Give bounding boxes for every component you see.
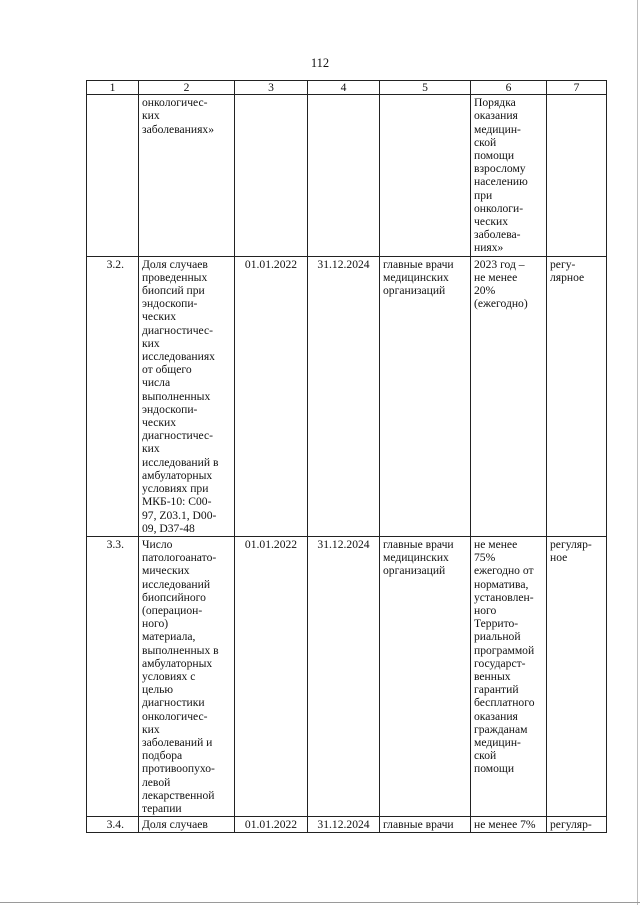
- frequency-cell: регу- лярное: [547, 256, 607, 536]
- responsible-cell: [380, 95, 471, 256]
- row-number: [87, 95, 139, 256]
- row-number: 3.3.: [87, 536, 139, 816]
- start-date-cell: 01.01.2022: [235, 817, 308, 833]
- page-edge-right: [637, 0, 638, 905]
- end-date-cell: 31.12.2024: [308, 256, 380, 536]
- responsible-cell: главные врачи медицинских организаций: [380, 536, 471, 816]
- column-header: 3: [235, 81, 308, 95]
- end-date-cell: 31.12.2024: [308, 536, 380, 816]
- column-header: 1: [87, 81, 139, 95]
- end-date-cell: 31.12.2024: [308, 817, 380, 833]
- responsible-cell: главные врачи медицинских организаций: [380, 256, 471, 536]
- column-header: 5: [380, 81, 471, 95]
- row-number: 3.2.: [87, 256, 139, 536]
- start-date-cell: 01.01.2022: [235, 256, 308, 536]
- table-row: [87, 817, 607, 833]
- responsible-cell: главные врачи: [380, 817, 471, 833]
- row-number: 3.4.: [87, 817, 139, 833]
- table-row: [87, 536, 607, 816]
- column-header: 2: [139, 81, 235, 95]
- column-number-row: [87, 81, 607, 95]
- indicator-cell: Доля случаев проведенных биопсий при эндоскопи- ческих диагностичес- ких исследованиях от общего числа выполненных эндоскопи- ческих диагностичес- ких исследований в амбулаторных условиях при МКБ-10: С00- 97, Z03.1, D00- 09, D37-48: [139, 256, 235, 536]
- target-value-cell: не менее 75% ежегодно от норматива, установлен- ного Террито- риальной программой государст- венных гарантий бесплатного оказания гражданам медицин- ской помощи: [471, 536, 547, 816]
- frequency-cell: регуляр- ное: [547, 536, 607, 816]
- frequency-cell: [547, 95, 607, 256]
- column-header: 6: [471, 81, 547, 95]
- indicator-cell: Доля случаев: [139, 817, 235, 833]
- start-date-cell: [235, 95, 308, 256]
- target-value-cell: 2023 год – не менее 20% (ежегодно): [471, 256, 547, 536]
- page-edge-bottom: [0, 902, 640, 903]
- page-number: 112: [310, 56, 330, 70]
- end-date-cell: [308, 95, 380, 256]
- target-value-cell: не менее 7%: [471, 817, 547, 833]
- start-date-cell: 01.01.2022: [235, 536, 308, 816]
- indicator-cell: Число патологоанато- мических исследований биопсийного (операцион- ного) материала, выполненных в амбулаторных условиях с целью диагностики онкологичес- ких заболеваний и подбора противоопухо- левой лекарственной терапии: [139, 536, 235, 816]
- target-value-cell: Порядка оказания медицин- ской помощи взрослому населению при онкологи- ческих заболева- ниях»: [471, 95, 547, 256]
- measures-table: [86, 80, 607, 833]
- frequency-cell: регуляр-: [547, 817, 607, 833]
- indicator-cell: онкологичес- ких заболеваниях»: [139, 95, 235, 256]
- table-row: [87, 256, 607, 536]
- column-header: 7: [547, 81, 607, 95]
- table-row: [87, 95, 607, 256]
- column-header: 4: [308, 81, 380, 95]
